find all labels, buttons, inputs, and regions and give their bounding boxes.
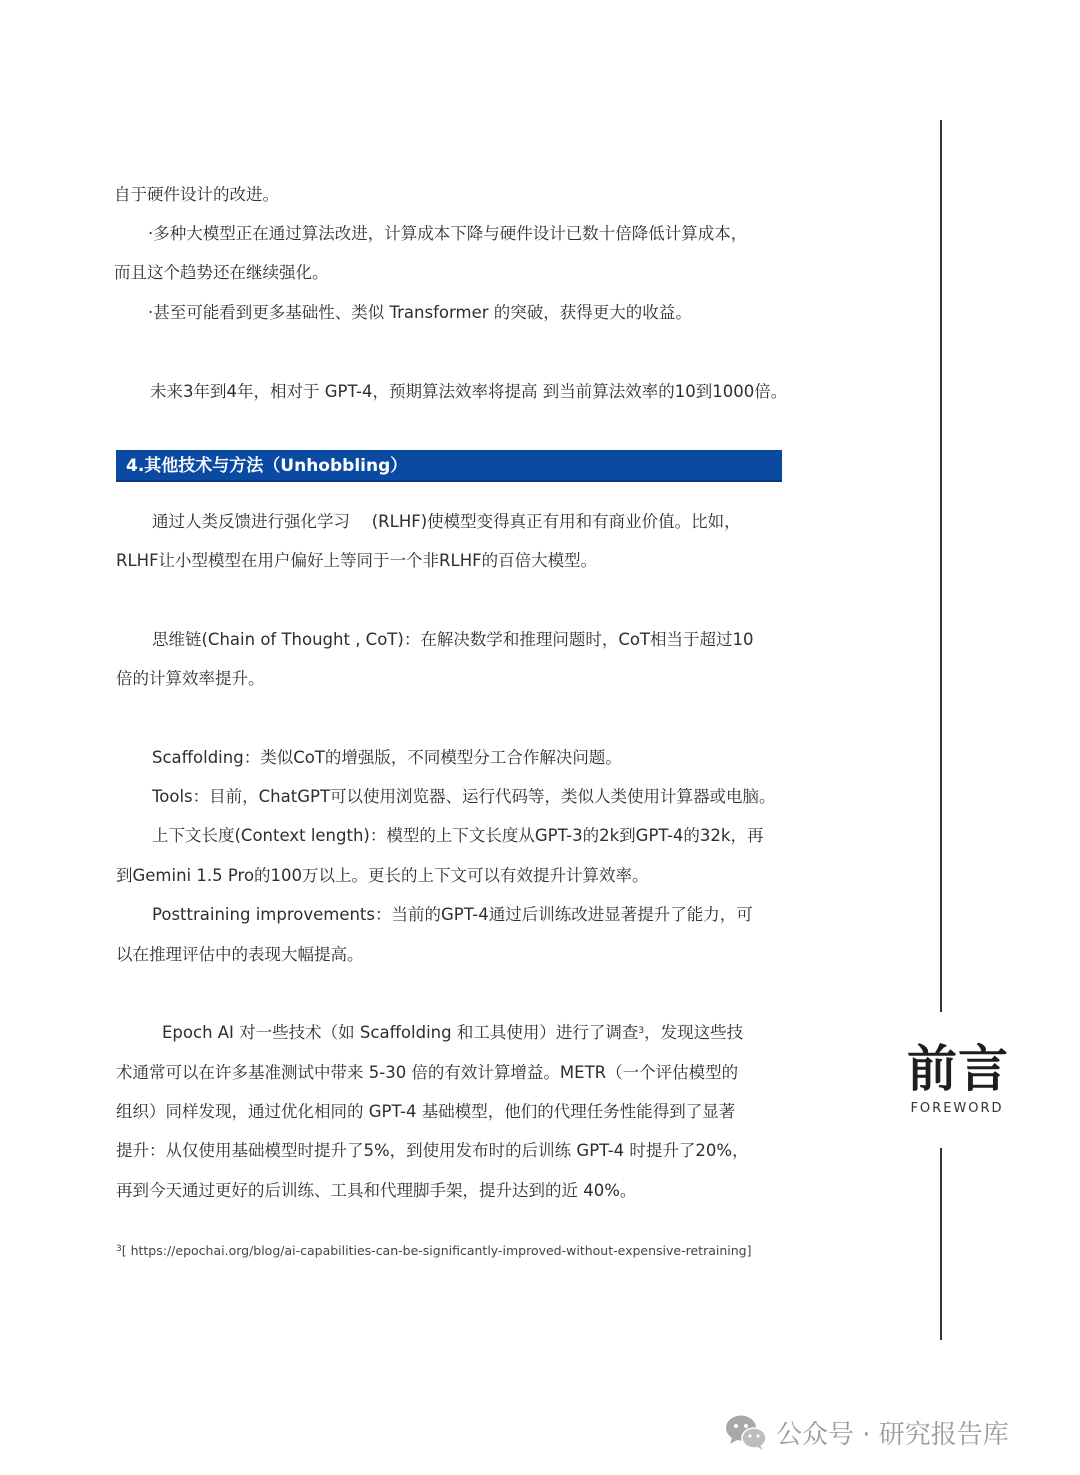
epoch-paragraph-line: 提升：从仅使用基础模型时提升了5%，到使用发布时的后训练 GPT-4 时提升了20%， (116, 1141, 749, 1160)
footnote-number: 3 (116, 1244, 122, 1254)
epoch-paragraph-line (162, 1022, 743, 1044)
footnote-link[interactable]: [ https://epochai.org/blog/ai-capabilities-can-be-significantly-improved-without-expensive-retraining] (121, 1243, 752, 1258)
section-line: 通过人类反馈进行强化学习 (RLHF)使模型变得真正有用和有商业价值。比如， (152, 512, 741, 531)
footnote-ref[interactable]: 3 (638, 1026, 645, 1036)
section-line: 倍的计算效率提升。 (116, 669, 265, 688)
body-line: ·多种大模型正在通过算法改进，计算成本下降与硬件设计已数十倍降低计算成本， (148, 224, 748, 243)
section-title: 4.其他技术与方法（Unhobbling） (126, 456, 408, 476)
epoch-paragraph-line: 组织）同样发现，通过优化相同的 GPT-4 基础模型，他们的代理任务性能得到了显著 (116, 1102, 736, 1121)
section-line: Tools：目前，ChatGPT可以使用浏览器、运行代码等，类似人类使用计算器或电脑。 (152, 787, 776, 806)
section-line: 思维链(Chain of Thought , CoT)：在解决数学和推理问题时，CoT相当于超过10 (152, 630, 754, 649)
section-line: Scaffolding：类似CoT的增强版，不同模型分工合作解决问题。 (152, 748, 622, 767)
section-line: 上下文长度(Context length)：模型的上下文长度从GPT-3的2k到GPT-4的32k，再 (152, 826, 764, 845)
epoch-paragraph-line: 术通常可以在许多基准测试中带来 5-30 倍的有效计算增益。METR（一个评估模型的 (116, 1063, 739, 1082)
watermark-text: 公众号 · 研究报告库 (776, 1419, 1009, 1450)
body-line: 自于硬件设计的改进。 (114, 185, 279, 204)
epoch-paragraph-line: 再到今天通过更好的后训练、工具和代理脚手架，提升达到的近 40%。 (116, 1181, 637, 1200)
section-line: 以在推理评估中的表现大幅提高。 (116, 945, 364, 964)
body-line: 而且这个趋势还在继续强化。 (114, 263, 329, 282)
section-line: RLHF让小型模型在用户偏好上等同于一个非RLHF的百倍大模型。 (116, 551, 598, 570)
sidebar-title: 前言 (907, 1039, 1009, 1098)
watermark (724, 1410, 1009, 1454)
wechat-icon (724, 1412, 768, 1452)
section-line: 到Gemini 1.5 Pro的100万以上。更长的上下文可以有效提升计算效率。 (116, 866, 649, 885)
epoch-text-b: ，发现这些技 (644, 1023, 744, 1042)
section-header-bar (116, 450, 782, 482)
sidebar-subtitle: FOREWORD (910, 1101, 1004, 1116)
sidebar-divider-bottom (940, 1148, 942, 1340)
footnote (116, 1242, 751, 1260)
section-line: Posttraining improvements：当前的GPT-4通过后训练改进显著提升了能力，可 (152, 905, 753, 924)
body-line: 未来3年到4年，相对于 GPT-4，预期算法效率将提高 到当前算法效率的10到1000倍。 (150, 382, 788, 401)
epoch-text-a: Epoch AI 对一些技术（如 Scaffolding 和工具使用）进行了调查 (162, 1023, 639, 1042)
body-line: ·甚至可能看到更多基础性、类似 Transformer 的突破，获得更大的收益。 (148, 303, 692, 322)
sidebar-divider-top (940, 120, 942, 1012)
